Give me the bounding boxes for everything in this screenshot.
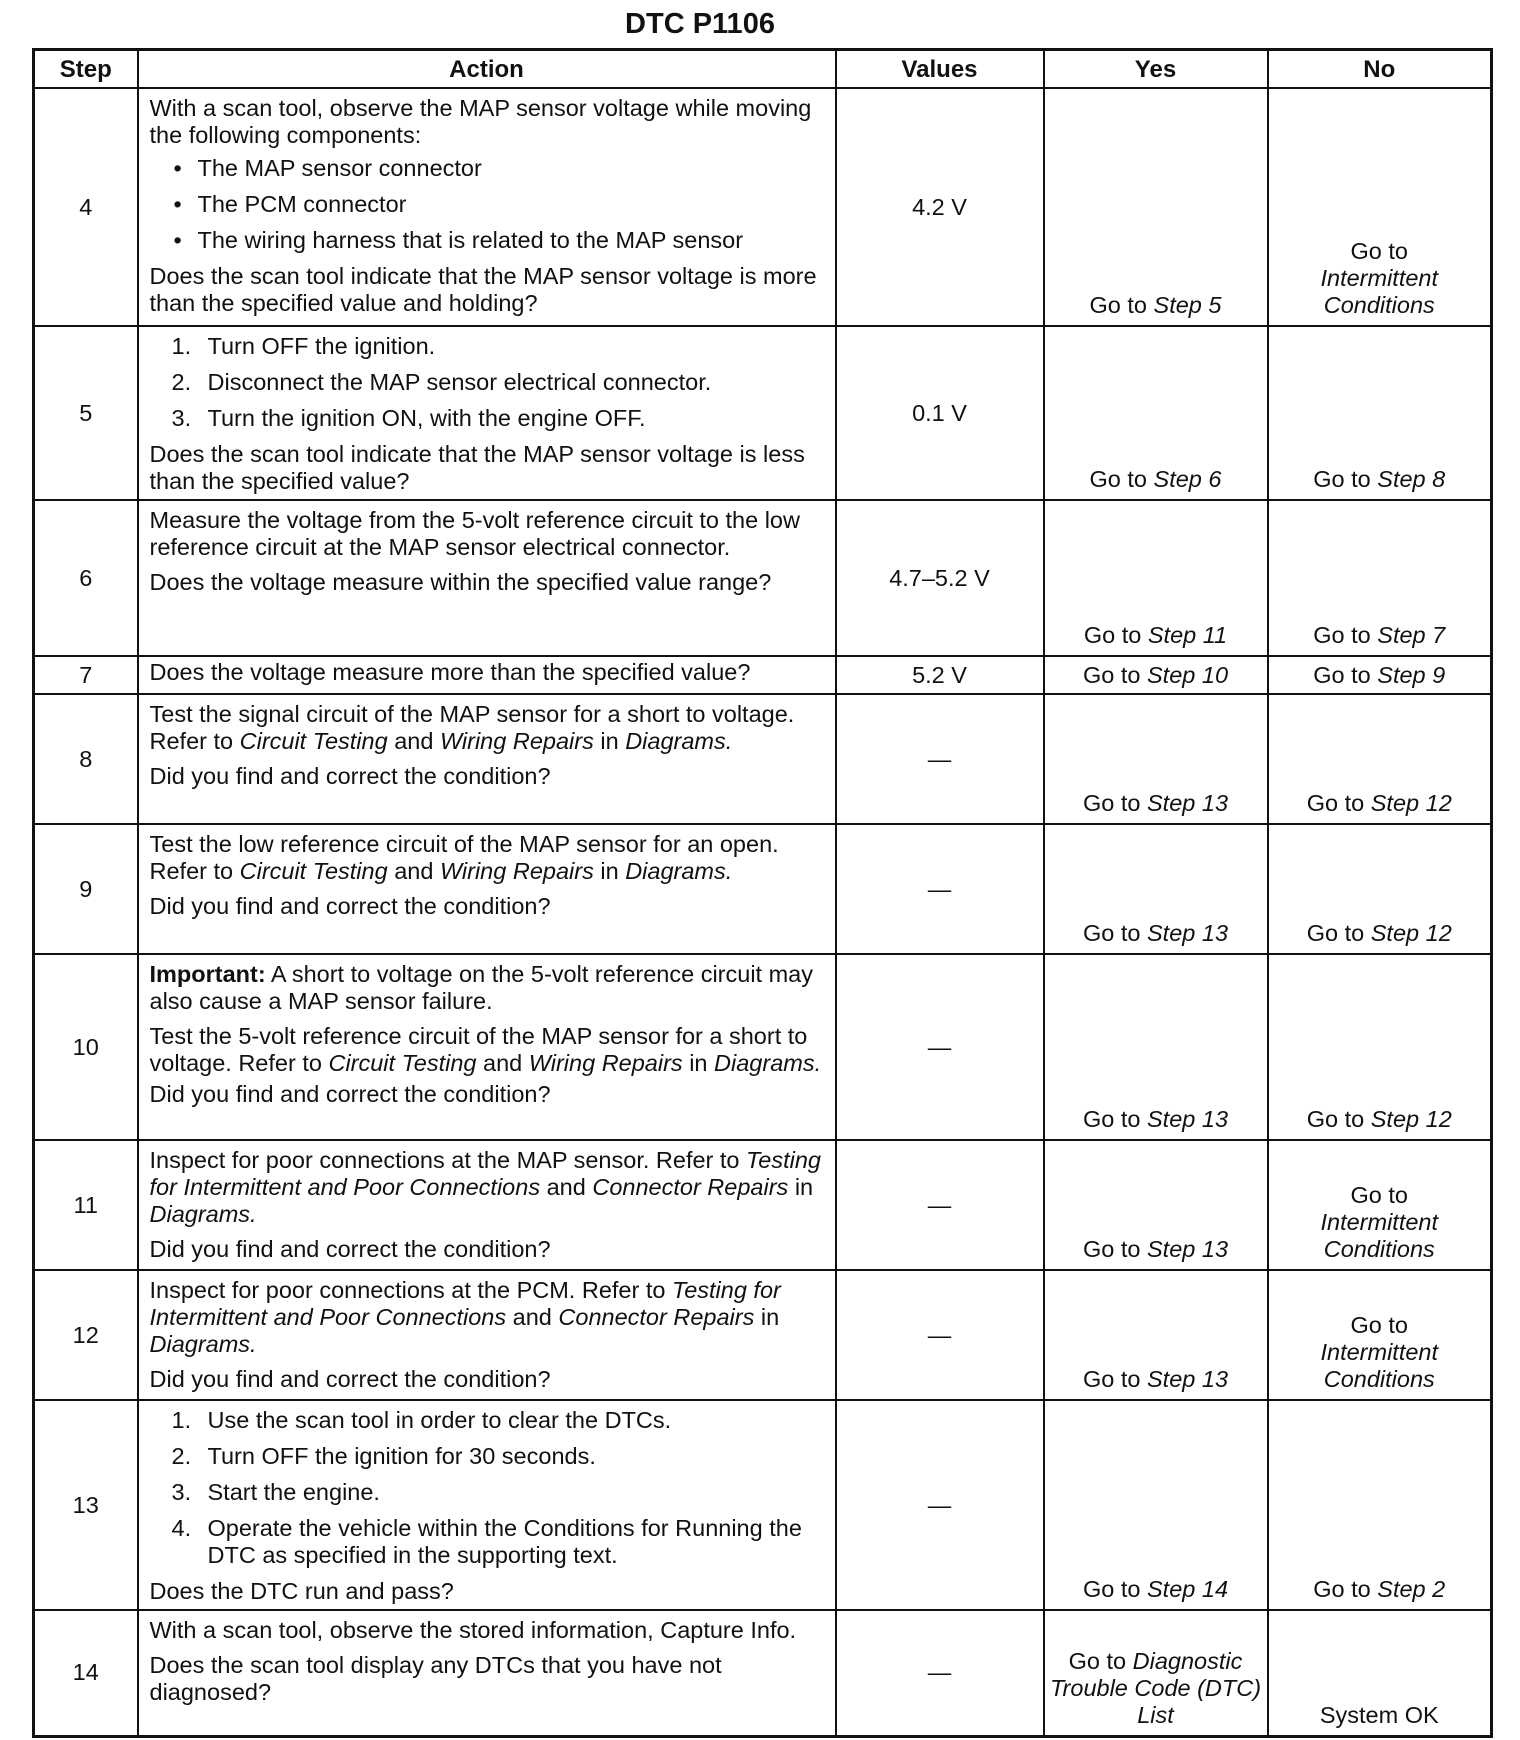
value-cell: 5.2 V: [836, 656, 1044, 694]
goto-label: Go to: [1350, 238, 1408, 264]
value-cell: —: [836, 694, 1044, 824]
step-number: 14: [34, 1610, 138, 1736]
goto-label: Go to: [1306, 1106, 1365, 1132]
reference-link[interactable]: Circuit Testing: [328, 1050, 477, 1076]
no-cell: [1268, 1270, 1492, 1400]
reference-link[interactable]: Testing for Intermittent and Poor Connections: [149, 1147, 821, 1200]
goto-link[interactable]: Step 14: [1147, 1576, 1229, 1602]
reference-link[interactable]: Connector Repairs: [592, 1174, 789, 1200]
important-label: Important:: [149, 961, 266, 987]
no-cell: [1268, 1610, 1492, 1736]
result-label: System OK: [1319, 1701, 1439, 1728]
table-row: [34, 500, 1492, 656]
goto-label: Go to: [1089, 466, 1147, 492]
goto-link[interactable]: Intermittent Conditions: [1320, 1339, 1439, 1392]
value-cell: —: [836, 1270, 1044, 1400]
goto-label: Go to: [1313, 661, 1371, 688]
no-cell: [1268, 326, 1492, 500]
goto-link[interactable]: Intermittent Conditions: [1320, 265, 1439, 318]
goto-link[interactable]: Step 9: [1377, 661, 1446, 688]
value-cell: —: [836, 1400, 1044, 1610]
action-cell: [138, 326, 836, 500]
step-number: 13: [34, 1400, 138, 1610]
goto-link[interactable]: Step 8: [1377, 466, 1446, 492]
goto-label: Go to: [1082, 1576, 1141, 1602]
action-intro: With a scan tool, observe the MAP sensor voltage while moving the following components:: [149, 95, 812, 148]
table-header-row: [34, 50, 1492, 89]
value-cell: —: [836, 954, 1044, 1140]
yes-cell: [1044, 1140, 1268, 1270]
action-intro: Inspect for poor connections at the MAP sensor. Refer to Testing for Intermittent and Poor Connections and Connector Repairs in Diagrams.: [149, 1147, 821, 1227]
table-row: [34, 1610, 1492, 1736]
goto-link[interactable]: Step 10: [1147, 661, 1229, 688]
no-cell: [1268, 500, 1492, 656]
action-cell: [138, 500, 836, 656]
no-cell: [1268, 954, 1492, 1140]
step-number: 6: [34, 500, 138, 656]
list-item: 4. Operate the vehicle within the Conditions for Running the DTC as specified in the supporting text.: [171, 1515, 802, 1568]
action-question: Did you find and correct the condition?: [149, 1366, 551, 1392]
value-cell: 0.1 V: [836, 326, 1044, 500]
no-cell: [1268, 824, 1492, 954]
no-cell: [1268, 1400, 1492, 1610]
goto-link[interactable]: Step 12: [1370, 790, 1452, 816]
yes-cell: [1044, 1270, 1268, 1400]
goto-label: Go to: [1313, 466, 1371, 492]
value-cell: —: [836, 1610, 1044, 1736]
page-title: DTC P1106: [625, 8, 775, 40]
goto-label: Go to: [1068, 1647, 1127, 1674]
table-row: [34, 656, 1492, 694]
goto-link[interactable]: Step 2: [1377, 1576, 1446, 1602]
goto-link[interactable]: Step 6: [1153, 466, 1222, 492]
goto-link[interactable]: Step 13: [1147, 790, 1229, 816]
reference-link[interactable]: Wiring Repairs: [439, 728, 594, 754]
value-cell: —: [836, 824, 1044, 954]
action-question: Does the DTC run and pass?: [149, 1578, 454, 1604]
yes-cell: [1044, 694, 1268, 824]
step-number: 4: [34, 88, 138, 326]
action-cell: [138, 88, 836, 326]
action-question: Does the scan tool indicate that the MAP sensor voltage is less than the specified value?: [149, 441, 805, 494]
action-question: Did you find and correct the condition?: [149, 1236, 551, 1262]
diagnostic-table: [32, 48, 1493, 1738]
action-cell: [138, 1270, 836, 1400]
goto-link[interactable]: Step 5: [1153, 292, 1222, 318]
list-item: 1. Use the scan tool in order to clear the DTCs.: [171, 1407, 672, 1433]
numbered-list: [150, 333, 825, 432]
step-number: 7: [34, 656, 138, 694]
action-cell: [138, 656, 836, 694]
step-number: 10: [34, 954, 138, 1140]
action-cell: [138, 1610, 836, 1736]
step-number: 9: [34, 824, 138, 954]
reference-link[interactable]: Connector Repairs: [558, 1304, 755, 1330]
step-number: 5: [34, 326, 138, 500]
yes-cell: [1044, 656, 1268, 694]
table-row: [34, 1270, 1492, 1400]
yes-cell: [1044, 1400, 1268, 1610]
reference-link[interactable]: Diagrams.: [625, 728, 733, 754]
action-cell: [138, 1140, 836, 1270]
goto-label: Go to: [1313, 622, 1371, 648]
yes-cell: [1044, 88, 1268, 326]
goto-label: Go to: [1082, 1106, 1141, 1132]
reference-link[interactable]: Wiring Repairs: [528, 1050, 683, 1076]
list-item: 2. Turn OFF the ignition for 30 seconds.: [171, 1443, 596, 1469]
step-number: 12: [34, 1270, 138, 1400]
yes-cell: [1044, 824, 1268, 954]
yes-cell: [1044, 954, 1268, 1140]
yes-cell: [1044, 500, 1268, 656]
header-values: Values: [836, 50, 1044, 89]
no-cell: [1268, 88, 1492, 326]
reference-link[interactable]: Wiring Repairs: [439, 858, 594, 884]
action-cell: [138, 954, 836, 1140]
goto-label: Go to: [1082, 790, 1141, 816]
action-intro: Test the 5-volt reference circuit of the MAP sensor for a short to voltage. Refer to Circuit Testing and Wiring Repairs in Diagrams.: [149, 1023, 822, 1076]
table-row: [34, 326, 1492, 500]
step-number: 8: [34, 694, 138, 824]
goto-label: Go to: [1082, 920, 1141, 946]
header-no: No: [1268, 50, 1492, 89]
list-item: 3. Start the engine.: [171, 1479, 380, 1505]
table-row: [34, 88, 1492, 326]
numbered-list: [150, 1407, 825, 1569]
action-question: Did you find and correct the condition?: [149, 1081, 551, 1107]
table-row: [34, 954, 1492, 1140]
goto-label: Go to: [1082, 661, 1141, 688]
reference-link[interactable]: Circuit Testing: [239, 858, 388, 884]
goto-label: Go to: [1082, 1366, 1141, 1392]
action-cell: [138, 1400, 836, 1610]
list-item: • The PCM connector: [174, 191, 825, 218]
action-question: Does the voltage measure within the specified value range?: [149, 569, 772, 595]
action-question: Does the scan tool display any DTCs that you have not diagnosed?: [149, 1652, 722, 1705]
value-cell: —: [836, 1140, 1044, 1270]
goto-link[interactable]: Step 13: [1147, 1106, 1229, 1132]
goto-link[interactable]: Step 7: [1377, 622, 1446, 648]
action-question: Did you find and correct the condition?: [149, 893, 551, 919]
goto-label: Go to: [1306, 920, 1365, 946]
table-row: [34, 1140, 1492, 1270]
goto-label: Go to: [1350, 1182, 1408, 1208]
value-cell: 4.2 V: [836, 88, 1044, 326]
action-cell: [138, 694, 836, 824]
reference-link[interactable]: Circuit Testing: [239, 728, 388, 754]
list-item: 3. Turn the ignition ON, with the engine OFF.: [171, 405, 646, 431]
yes-cell: [1044, 326, 1268, 500]
goto-link[interactable]: Step 12: [1370, 1106, 1452, 1132]
value-cell: 4.7–5.2 V: [836, 500, 1044, 656]
goto-label: Go to: [1350, 1312, 1408, 1338]
goto-link[interactable]: Diagnostic Trouble Code (DTC) List: [1049, 1647, 1262, 1728]
reference-link[interactable]: Diagrams.: [625, 858, 733, 884]
action-intro: Test the low reference circuit of the MAP sensor for an open. Refer to Circuit Testing and Wiring Repairs in Diagrams.: [149, 831, 779, 884]
goto-link[interactable]: Step 13: [1147, 920, 1229, 946]
table-row: [34, 694, 1492, 824]
goto-label: Go to: [1089, 292, 1147, 318]
list-item: 2. Disconnect the MAP sensor electrical connector.: [171, 369, 712, 395]
bullet-list: [150, 155, 825, 254]
action-intro: With a scan tool, observe the stored information, Capture Info.: [149, 1617, 797, 1643]
reference-link[interactable]: Diagrams.: [149, 1201, 257, 1227]
action-intro: Measure the voltage from the 5-volt reference circuit to the low reference circuit at the MAP sensor electrical connector.: [149, 507, 800, 560]
header-yes: Yes: [1044, 50, 1268, 89]
action-intro: Inspect for poor connections at the PCM. Refer to Testing for Intermittent and Poor Connections and Connector Repairs in Diagrams.: [149, 1277, 781, 1357]
header-step: Step: [34, 50, 138, 89]
reference-link[interactable]: Testing for Intermittent and Poor Connections: [149, 1277, 781, 1330]
goto-label: Go to: [1313, 1576, 1371, 1602]
goto-label: Go to: [1306, 790, 1365, 816]
list-item: • The MAP sensor connector: [174, 155, 825, 182]
no-cell: [1268, 694, 1492, 824]
action-question: Did you find and correct the condition?: [149, 763, 551, 789]
goto-link[interactable]: Step 12: [1370, 920, 1452, 946]
goto-link[interactable]: Intermittent Conditions: [1320, 1209, 1439, 1262]
table-row: [34, 1400, 1492, 1610]
no-cell: [1268, 1140, 1492, 1270]
yes-cell: [1044, 1610, 1268, 1736]
action-intro: Test the signal circuit of the MAP sensor for a short to voltage. Refer to Circuit Testing and Wiring Repairs in Diagrams.: [149, 701, 795, 754]
action-cell: [138, 824, 836, 954]
goto-label: Go to: [1082, 1236, 1141, 1262]
header-action: Action: [138, 50, 836, 89]
list-item: • The wiring harness that is related to the MAP sensor: [174, 227, 825, 254]
reference-link[interactable]: Diagrams.: [714, 1050, 822, 1076]
goto-link[interactable]: Step 11: [1147, 622, 1228, 648]
reference-link[interactable]: Diagrams.: [149, 1331, 257, 1357]
action-question: Does the voltage measure more than the specified value?: [149, 659, 751, 685]
goto-link[interactable]: Step 13: [1147, 1366, 1229, 1392]
no-cell: [1268, 656, 1492, 694]
action-question: Does the scan tool indicate that the MAP sensor voltage is more than the specified value and holding?: [149, 263, 817, 316]
table-row: [34, 824, 1492, 954]
important-note: Important: A short to voltage on the 5-volt reference circuit may also cause a MAP sensor failure.: [149, 961, 813, 1014]
goto-label: Go to: [1083, 622, 1142, 648]
step-number: 11: [34, 1140, 138, 1270]
goto-link[interactable]: Step 13: [1147, 1236, 1229, 1262]
list-item: 1. Turn OFF the ignition.: [171, 333, 436, 359]
